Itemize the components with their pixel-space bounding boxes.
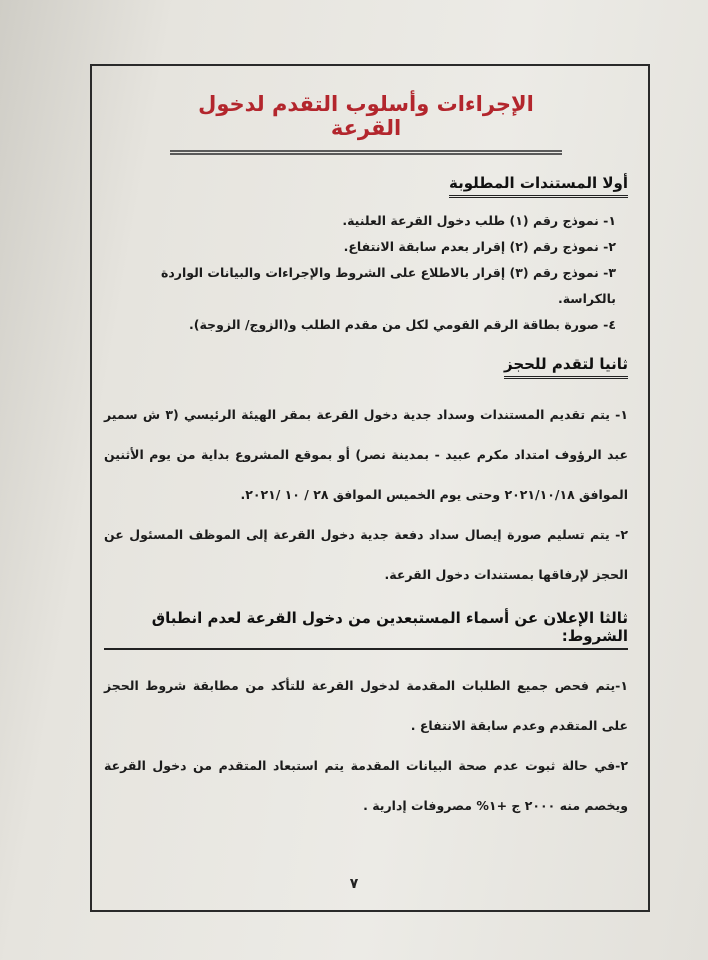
main-title: الإجراءات وأسلوب التقدم لدخول القرعة (170, 86, 562, 155)
list-item: ٣- نموذج رقم (٣) إقرار بالاطلاع على الشروط والإجراءات والبيانات الواردة بالكراسة. (160, 265, 616, 306)
section1-heading: أولا المستندات المطلوبة (449, 174, 628, 198)
document-content (104, 76, 628, 826)
section3-heading: ثالثا الإعلان عن أسماء المستبعدين من دخول القرعة لعدم انطباق الشروط: (104, 609, 628, 650)
section-booking (104, 354, 628, 595)
section-excluded-announcement (104, 609, 628, 826)
section2-paragraph-1: ١- يتم تقديم المستندات وسداد جدية دخول القرعة بمقر الهيئة الرئيسي (٣ ش سمير عبد الرؤوف امتداد مكرم عبيد - بمدينة نصر) أو بموقع المشروع بداية من يوم الأثنين الموافق ٢٠٢١/١٠/١٨ وحتى يوم الخميس الموافق ٢٨ / ١٠ /٢٠٢١. (104, 407, 628, 502)
list-item: ٢- نموذج رقم (٢) إقرار بعدم سابقة الانتفاع. (343, 239, 616, 254)
list-item: ١- نموذج رقم (١) طلب دخول القرعة العلنية. (342, 213, 616, 228)
section2-heading: ثانيا لتقدم للحجز (504, 355, 628, 379)
section2-paragraph-2: ٢- يتم تسليم صورة إيصال سداد دفعة جدية دخول القرعة إلى الموظف المسئول عن الحجز لإرفاقها بمستندات دخول القرعة. (104, 527, 628, 582)
page-number: ٧ (349, 876, 359, 892)
section-required-documents (104, 173, 628, 338)
list-item: ٤- صورة بطاقة الرقم القومي لكل من مقدم الطلب و(الزوج/ الزوجة). (189, 317, 616, 332)
section3-paragraph-2: ٢-في حالة ثبوت عدم صحة البيانات المقدمة يتم استبعاد المتقدم من دخول القرعة ويخصم منه ٢٠٠٠ ج +١% مصروفات إدارية . (104, 758, 628, 813)
section3-paragraph-1: ١-يتم فحص جميع الطلبات المقدمة لدخول القرعة للتأكد من مطابقة شروط الحجز على المتقدم وعدم سابقة الانتفاع . (104, 678, 628, 733)
